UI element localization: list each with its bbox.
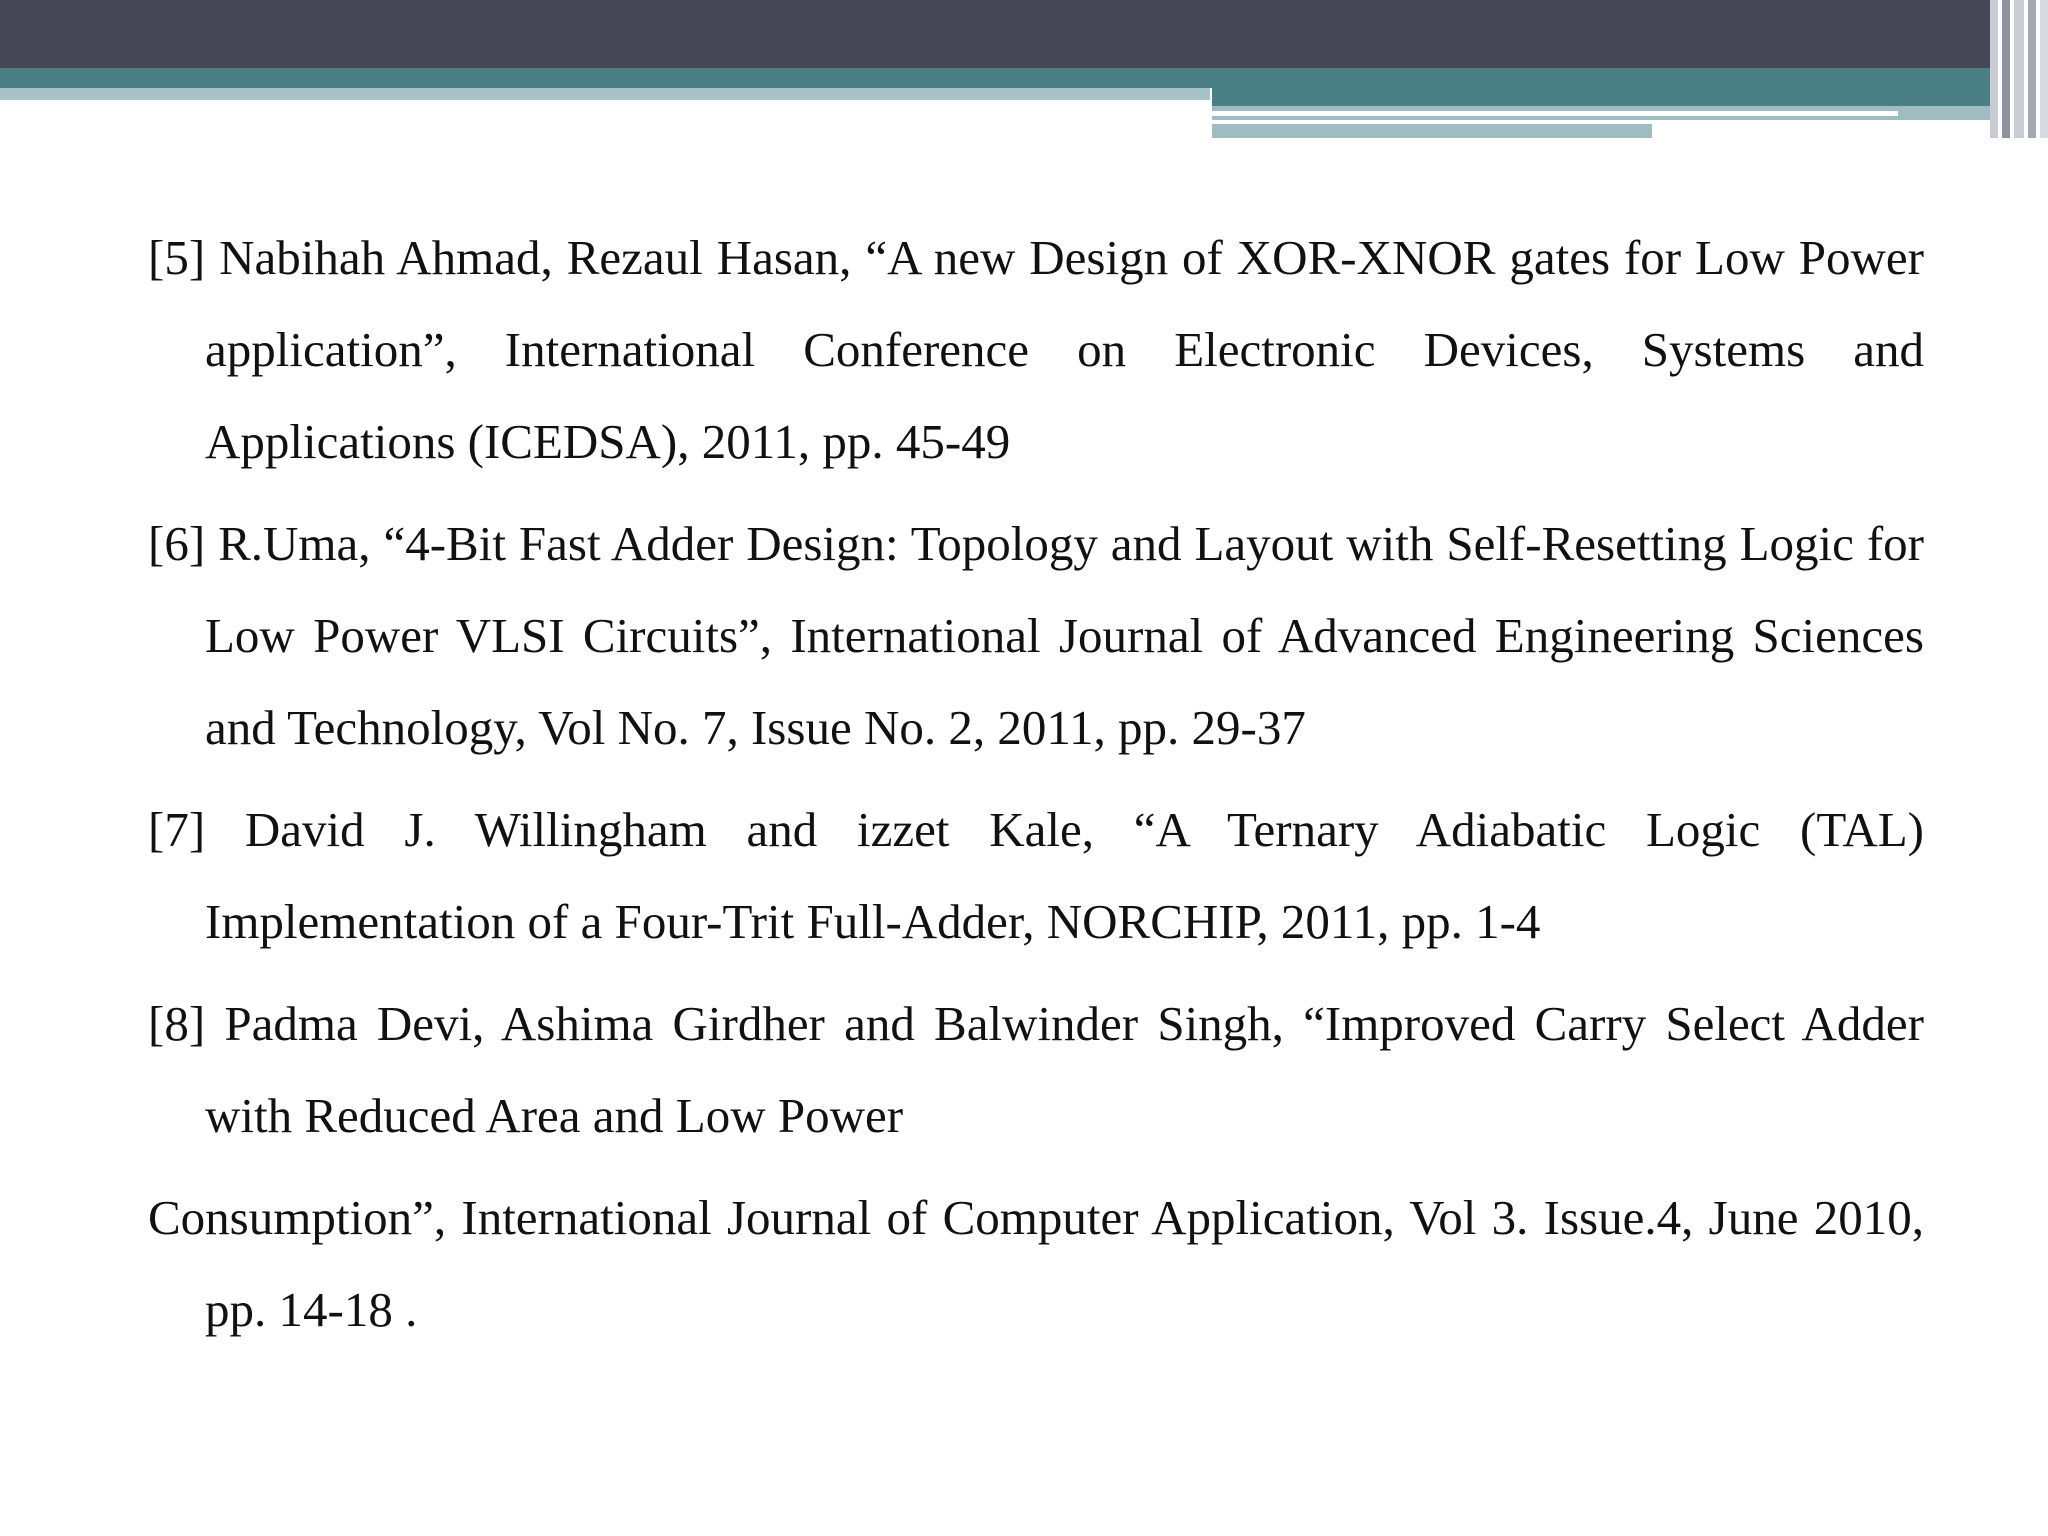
header-band-dark (0, 0, 2048, 68)
reference-item-8-continued: Consumption”, International Journal of Computer Application, Vol 3. Issue.4, June 2010, pp. 14-18 . (148, 1190, 1924, 1337)
reference-item-7: [7] David J. Willingham and izzet Kale, “A Ternary Adiabatic Logic (TAL) Implementation of a Four-Trit Full-Adder, NORCHIP, 2011, pp. 1-4 (148, 802, 1924, 949)
header-band-teal (0, 68, 2000, 88)
reference-item-6: [6] R.Uma, “4-Bit Fast Adder Design: Topology and Layout with Self-Resetting Logic for Low Power VLSI Circuits”, International Journal of Advanced Engineering Sciences and Technology, Vol No. 7, Issue No. 2, 2011, pp. 29-37 (148, 516, 1924, 755)
reference-item-5: [5] Nabihah Ahmad, Rezaul Hasan, “A new Design of XOR-XNOR gates for Low Power application”, International Conference on Electronic Devices, Systems and Applications (ICEDSA), 2011, pp. 45-49 (148, 230, 1924, 469)
reference-item-8: [8] Padma Devi, Ashima Girdher and Balwinder Singh, “Improved Carry Select Adder with Reduced Area and Low Power (148, 996, 1924, 1143)
header-band-teal-light (0, 88, 1210, 100)
references-list (148, 212, 1924, 1366)
header-band-right-lower (1212, 124, 1652, 138)
header-edge-stripes (1990, 0, 2048, 138)
header-band-right-teal (1212, 88, 2000, 106)
header-band-white-line (1212, 111, 1898, 116)
